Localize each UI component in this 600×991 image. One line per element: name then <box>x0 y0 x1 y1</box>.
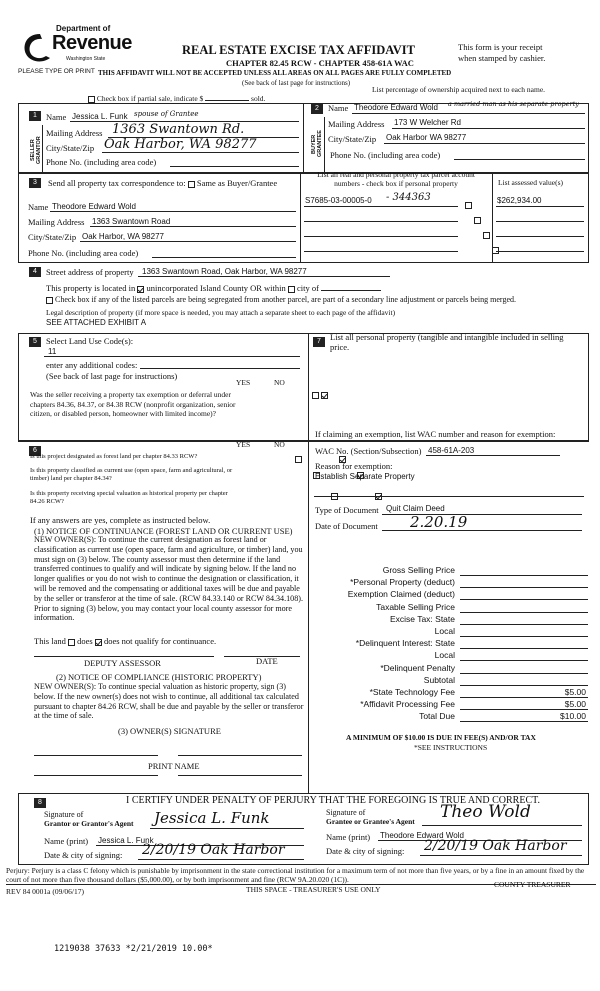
s6-q3: Is this property receiving special valuation as historical property per chapter 84.26 RCW? <box>30 490 228 505</box>
parcel-number[interactable]: S7685-03-00005-0 <box>305 196 372 205</box>
buyer-name-label: Name <box>328 103 349 113</box>
section-2-number: 2 <box>311 104 323 114</box>
assessed-header: List assessed value(s) <box>498 178 563 187</box>
s6-q1-no-checkbox[interactable] <box>339 456 346 463</box>
s5-no: NO <box>274 378 285 387</box>
tax-row-label: Local <box>434 650 455 661</box>
please-type: PLEASE TYPE OR PRINT <box>18 68 95 75</box>
seller-mailing-label: Mailing Address <box>46 128 103 138</box>
partial-sale-suffix: sold. <box>251 94 266 103</box>
notice2-body: NEW OWNER(S): To continue special valuation as historic property, sign (3) below. If the new owner(s) does not wish to continue, all additional tax calculated pursuant to chapter 84.26 RCW, shall be due and payable by the seller or transferor at the time of sale. <box>34 682 304 721</box>
city-checkbox[interactable] <box>288 286 295 293</box>
land-use-code[interactable]: 11 <box>48 347 57 356</box>
parcel-personal-checkbox-1[interactable] <box>465 202 472 209</box>
recording-stamp: 1219038 37633 *2/21/2019 10.00* <box>54 944 213 954</box>
s6-yes: YES <box>236 440 251 449</box>
deputy-assessor: DEPUTY ASSESSOR <box>84 658 161 668</box>
certify-statement: I CERTIFY UNDER PENALTY OF PERJURY THAT THE FOREGOING IS TRUE AND CORRECT. <box>126 795 540 806</box>
s6-no: NO <box>274 440 285 449</box>
receipt-line1: This form is your receipt <box>458 42 543 52</box>
owner-signature-label: (3) OWNER(S) SIGNATURE <box>118 726 221 736</box>
does-not-checkbox[interactable] <box>95 639 102 646</box>
s3-mailing-label: Mailing Address <box>28 217 85 227</box>
s6-if-yes: If any answers are yes, complete as instructed below. <box>30 515 211 525</box>
doc-date-label: Date of Document <box>315 521 378 531</box>
legal-value[interactable]: SEE ATTACHED EXHIBIT A <box>46 318 147 327</box>
tax-row-label: Exemption Claimed (deduct) <box>347 589 455 600</box>
grantor-date[interactable]: 2/20/19 Oak Harbor <box>142 842 285 858</box>
grantee-date-label: Date & city of signing: <box>326 846 405 856</box>
buyer-side-label: BUYER GRANTEE <box>311 130 323 158</box>
tax-row-label: *Personal Property (deduct) <box>350 577 455 588</box>
tax-row-value[interactable]: $5.00 <box>564 699 586 710</box>
section-5-number: 5 <box>29 337 41 347</box>
section-3-number: 3 <box>29 178 41 188</box>
land-use-label: Select Land Use Code(s): <box>46 336 134 346</box>
this-land: This land <box>34 636 66 646</box>
section-7-number: 7 <box>313 337 325 347</box>
buyer-mailing[interactable]: 173 W Welcher Rd <box>394 118 461 127</box>
qualify-label: qualify for continuance. <box>134 636 217 646</box>
located-suffix: city of <box>297 283 319 293</box>
grantee-sig-label-1: Signature of <box>326 808 366 817</box>
s6-q3-no-checkbox[interactable] <box>375 493 382 500</box>
seller-side-label: SELLER GRANTOR <box>30 136 42 164</box>
tax-row-value[interactable]: $5.00 <box>564 687 586 697</box>
dept-line1: Department of <box>56 24 111 33</box>
parcel-header-2: numbers - check box if personal property <box>334 179 458 188</box>
print-name-label: PRINT NAME <box>148 761 200 771</box>
notice1-title: (1) NOTICE OF CONTINUANCE (FOREST LAND OR CURRENT USE) <box>34 526 293 536</box>
grantor-print-label: Name (print) <box>44 836 89 846</box>
seller-name-note: spouse of Grantee <box>134 110 199 118</box>
s3-name-label: Name <box>28 202 49 212</box>
partial-sale-checkbox[interactable] <box>88 96 95 103</box>
warning-text: THIS AFFIDAVIT WILL NOT BE ACCEPTED UNLESS ALL AREAS ON ALL PAGES ARE FULLY COMPLETED <box>98 69 452 77</box>
wac-label: WAC No. (Section/Subsection) <box>315 446 422 456</box>
form-subtitle: CHAPTER 82.45 RCW - CHAPTER 458-61A WAC <box>226 58 414 68</box>
see-back-header: (See back of last page for instructions) <box>242 79 351 87</box>
s5-no-check[interactable] <box>321 392 328 399</box>
seller-city-label: City/State/Zip <box>46 143 95 153</box>
does-label: does <box>77 636 93 646</box>
does-not-label: does not <box>103 636 133 646</box>
located-prefix: This property is located in <box>46 283 136 293</box>
parcel-personal-checkbox-3[interactable] <box>483 232 490 239</box>
seller-name-label: Name <box>46 112 67 122</box>
grantee-print-label: Name (print) <box>326 832 371 842</box>
see-instructions: *SEE INSTRUCTIONS <box>414 743 488 752</box>
buyer-city[interactable]: Oak Harbor WA 98277 <box>386 133 467 142</box>
seller-name[interactable]: Jessica L. Funk <box>72 112 128 121</box>
grantee-date[interactable]: 2/20/19 Oak Harbor <box>424 838 567 854</box>
personal-property-label: List all personal property (tangible and intangible included in selling price. <box>330 332 564 352</box>
continuance-line <box>34 636 216 646</box>
grantor-print[interactable]: Jessica L. Funk <box>98 836 154 845</box>
grantor-signature[interactable]: Jessica L. Funk <box>154 809 270 827</box>
grantor-date-label: Date & city of signing: <box>44 850 123 860</box>
buyer-phone-label: Phone No. (including area code) <box>330 150 441 160</box>
same-as-buyer-checkbox[interactable] <box>188 181 195 188</box>
section-8-number: 8 <box>34 798 46 808</box>
parcel-note: - 344363 <box>386 192 431 203</box>
s6-q2-no-checkbox[interactable] <box>357 472 364 479</box>
tax-row-label: *Delinquent Interest: State <box>355 638 455 649</box>
grantor-sig-label-2: Grantor or Grantor's Agent <box>44 819 134 828</box>
pct-ownership: List percentage of ownership acquired next to each name. <box>372 85 546 94</box>
seller-city[interactable]: Oak Harbor, WA 98277 <box>104 137 257 152</box>
buyer-name-note: a married man as his separate property <box>448 100 579 108</box>
form-title: REAL ESTATE EXCISE TAX AFFIDAVIT <box>182 43 415 57</box>
doc-type-label: Type of Document <box>315 505 379 515</box>
partial-sale-label: Check box if partial sale, indicate $ <box>96 94 204 103</box>
s6-q2: Is this property classified as current use (open space, farm and agricultural, or timber) land per chapter 84.34? <box>30 467 233 482</box>
tax-row-label: Taxable Selling Price <box>376 601 455 612</box>
send-correspondence <box>48 178 277 188</box>
unincorporated-checkbox[interactable] <box>137 286 144 293</box>
notice2-title: (2) NOTICE OF COMPLIANCE (HISTORIC PROPERTY) <box>56 672 262 682</box>
s6-q1-yes-checkbox[interactable] <box>295 456 302 463</box>
reason-label: Reason for exemption: <box>315 461 393 471</box>
tax-row-label: *Affidavit Processing Fee <box>360 699 455 710</box>
tax-row-label: Subtotal <box>423 674 455 685</box>
tax-row-label: *Delinquent Penalty <box>380 662 455 673</box>
segregated-checkbox[interactable] <box>46 297 53 304</box>
grantee-sig-label-2: Grantee or Grantee's Agent <box>326 817 415 826</box>
tax-row-label: Gross Selling Price <box>382 565 455 575</box>
s5-see-back: (See back of last page for instructions) <box>46 371 178 381</box>
doc-date-value[interactable]: 2.20.19 <box>410 513 468 531</box>
deputy-date: DATE <box>256 656 278 666</box>
send-correspondence-label: Send all property tax correspondence to: <box>48 178 186 188</box>
assessed-value[interactable]: $262,934.00 <box>497 196 542 205</box>
seller-phone-label: Phone No. (including area code) <box>46 157 157 167</box>
s6-q3-yes-checkbox[interactable] <box>331 493 338 500</box>
dept-line3: Washington State <box>66 56 106 62</box>
located-mid: unincorporated Island County OR within <box>146 283 286 293</box>
wac-prompt: If claiming an exemption, list WAC number and reason for exemption: <box>315 429 556 439</box>
street-label: Street address of property <box>46 267 134 277</box>
additional-codes: enter any additional codes: <box>46 360 138 370</box>
minimum-due: A MINIMUM OF $10.00 IS DUE IN FEE(S) AND/OR TAX <box>346 733 536 742</box>
s5-yes: YES <box>236 378 251 387</box>
does-checkbox[interactable] <box>68 639 75 646</box>
s3-city[interactable]: Oak Harbor, WA 98277 <box>82 232 164 241</box>
legal-label: Legal description of property (if more space is needed, you may attach a separate sheet to each page of the affidavit) <box>46 308 396 317</box>
s5-no-checkbox[interactable] <box>312 392 319 399</box>
perjury-notice: Perjury: Perjury is a class C felony which is punishable by imprisonment in the state correctional institution for a maximum term of not more than five years, or by a fine in an amount fixed by the court of not more than five thousand dollars ($5,000.00), or by both imprisonment and fine (RCW 9A.20.020 (1C)). <box>6 866 585 884</box>
dor-logo <box>20 24 130 68</box>
grantee-print[interactable]: Theodore Edward Wold <box>380 831 464 840</box>
receipt-line2: when stamped by cashier. <box>458 53 546 63</box>
section-1-number: 1 <box>29 111 41 121</box>
s3-phone-label: Phone No. (including area code) <box>28 248 139 258</box>
grantor-sig-label-1: Signature of <box>44 810 84 819</box>
wac-value[interactable]: 458-61A-203 <box>428 446 475 455</box>
parcel-personal-checkbox-2[interactable] <box>474 217 481 224</box>
exemption-question: Was the seller receiving a property tax exemption or deferral under chapters 84.36, 84.37, or 84.38 RCW (nonprofit organization, senior citizen, or disabled person, homeowner with limited income)? <box>30 390 236 418</box>
tax-row-label: *State Technology Fee <box>369 687 455 697</box>
doc-type-value[interactable]: Quit Claim Deed <box>386 504 445 513</box>
partial-sale <box>88 94 265 103</box>
s6-q1: Is this project designated as forest land per chapter 84.33 RCW? <box>30 453 198 460</box>
grantee-signature[interactable]: Theo Wold <box>440 802 531 822</box>
tax-row-label: Local <box>434 626 455 636</box>
notice1-body: NEW OWNER(S): To continue the current designation as forest land or classification as current use (open space, farm and agriculture, or timber) land, you must sign on (3) below. The county assessor must then determine if the land transferred continues to qualify and will indicate by signing below. If the land no longer qualifies or you do not wish to continue the designation or classification, it will be removed and the compensating or additional taxes will be due and payable by the seller or transferor at the time of sale. (RCW 84.33.140 or RCW 84.34.108). Prior to signing (3) below, you may contact your local county assessor for more information. <box>34 535 303 623</box>
dept-line2: Revenue <box>52 32 132 54</box>
same-as-buyer-label: Same as Buyer/Grantee <box>196 178 278 188</box>
tax-row-label: Excise Tax: State <box>389 613 455 624</box>
section-6-number: 6 <box>29 446 41 456</box>
treasurer-space: THIS SPACE - TREASURER'S USE ONLY <box>246 885 381 894</box>
seller-mailing[interactable]: 1363 Swantown Rd. <box>112 122 245 137</box>
segregated-line <box>46 295 516 304</box>
buyer-name[interactable]: Theodore Edward Wold <box>354 103 438 112</box>
tax-row-label: Total Due <box>419 711 455 722</box>
s3-city-label: City/State/Zip <box>28 232 77 242</box>
street-address[interactable]: 1363 Swantown Road, Oak Harbor, WA 98277 <box>142 267 307 276</box>
county-treasurer: COUNTY TREASURER <box>494 880 571 889</box>
form-revision: REV 84 0001a (09/06/17) <box>6 887 84 896</box>
s3-name[interactable]: Theodore Edward Wold <box>52 202 136 211</box>
buyer-mailing-label: Mailing Address <box>328 119 385 129</box>
segregated-text: Check box if any of the listed parcels are being segregated from another parcel, are part of a secondary line adjustment or parcels being merged. <box>55 295 516 304</box>
s6-q2-yes-checkbox[interactable] <box>313 472 320 479</box>
located-line <box>46 283 381 293</box>
buyer-city-label: City/State/Zip <box>328 134 377 144</box>
s3-mailing[interactable]: 1363 Swantown Road <box>92 217 171 226</box>
reason-value[interactable]: Establish Separate Property <box>315 472 415 481</box>
tax-row-value[interactable]: $10.00 <box>560 711 586 722</box>
parcel-header-1: List all real and personal property tax parcel account <box>317 170 475 179</box>
section-4-number: 4 <box>29 267 41 277</box>
